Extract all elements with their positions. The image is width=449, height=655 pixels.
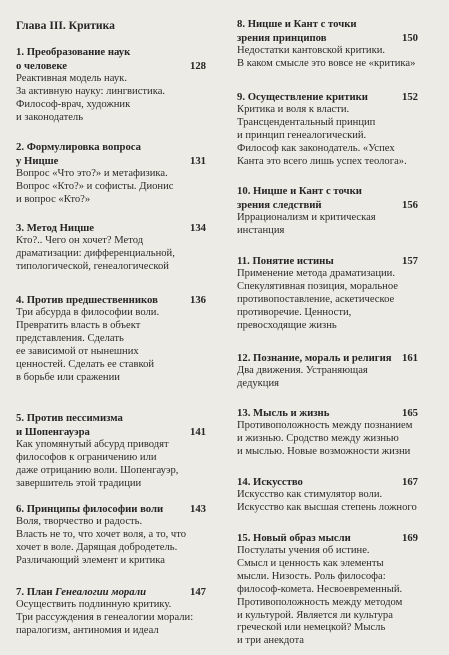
toc-entry — [237, 406, 418, 459]
page-number: 165 — [401, 407, 418, 419]
description-line: и жизнью. Сродство между жизнью — [237, 432, 399, 444]
description-line: Превратить власть в объект — [16, 319, 141, 331]
entry-description — [237, 268, 418, 333]
entry-title-line: о человеке — [16, 60, 68, 72]
toc-entry — [16, 45, 206, 125]
description-line: Вопрос «Кто?» и софисты. Дионис — [16, 180, 174, 192]
description-line: Философ как законодатель. «Успех — [237, 142, 395, 154]
entry-description — [16, 73, 206, 125]
entry-title-line: и Шопенгауэра — [16, 426, 90, 438]
description-line: и мыслью. Новые возможности жизни — [237, 445, 411, 457]
toc-entry — [16, 140, 206, 207]
entry-description — [16, 599, 206, 638]
description-line: Различающий элемент и критика — [16, 554, 165, 566]
page-number: 150 — [401, 32, 418, 44]
description-line: дедукция — [237, 377, 279, 389]
entry-title — [16, 585, 206, 599]
entry-title — [237, 17, 418, 45]
entry-description — [16, 439, 206, 491]
toc-entry — [237, 254, 418, 333]
entry-title-line: 15. Новый образ мысли — [237, 532, 351, 544]
description-line: Трансцендентальный принцип — [237, 116, 376, 128]
description-line: Недостатки кантовской критики. — [237, 45, 386, 56]
description-line: и законодатель — [16, 111, 84, 123]
entry-title — [16, 140, 206, 168]
page-number: 143 — [189, 503, 206, 515]
description-line: За активную науку: лингвистика. — [16, 85, 166, 97]
description-line: Три абсурда в философии воли. — [16, 307, 160, 318]
page-number: 136 — [189, 294, 206, 306]
entry-title-line: 3. Метод Ницше — [16, 222, 94, 234]
description-line: В каком смысле это вовсе не «критика» — [237, 57, 416, 69]
description-line: Власть не то, что хочет воля, а то, что — [16, 528, 187, 540]
description-line: Иррационализм и критическая — [237, 212, 376, 223]
entry-title-line: 9. Осуществление критики — [237, 91, 368, 103]
description-line: ценностей. Сделать ее ставкой — [16, 358, 155, 370]
page-number: 156 — [401, 199, 418, 211]
entry-title-line: у Ницше — [16, 155, 59, 167]
toc-entry — [16, 221, 206, 274]
entry-description — [237, 104, 418, 169]
description-line: Противоположность между познанием — [237, 420, 413, 431]
description-line: Искусство как высшая степень ложного — [237, 501, 417, 513]
entry-title — [237, 254, 418, 268]
toc-entry — [237, 17, 418, 71]
page-number: 147 — [189, 586, 206, 598]
description-line: и принцип генеалогический. — [237, 129, 367, 141]
entry-title-line: 4. Против предшественников — [16, 294, 158, 306]
right-column — [237, 0, 418, 655]
entry-title-line: 13. Мысль и жизнь — [237, 407, 330, 419]
description-line: Канта это всего лишь успех теолога». — [237, 155, 407, 167]
description-line: Три рассуждения в генеалогии морали: — [16, 611, 194, 623]
description-line: представления. Сделать — [16, 332, 124, 344]
entry-description — [237, 489, 418, 515]
description-line: в борьбе или сражении — [16, 371, 120, 383]
description-line: Как упомянутый абсурд приводят — [16, 439, 169, 450]
toc-entry — [16, 293, 206, 384]
description-line: мысли. Низость. Роль философа: — [237, 570, 386, 582]
page-number: 169 — [401, 532, 418, 544]
description-line: типологической, генеалогической — [16, 260, 169, 272]
entry-title-line: 1. Преобразование наук — [16, 46, 131, 58]
entry-title — [237, 184, 418, 212]
toc-entry — [16, 411, 206, 491]
description-line: Постулаты учения об истине. — [237, 545, 370, 556]
description-line: хочет в воле. Дарящая добродетель. — [16, 541, 178, 553]
description-line: паралогизм, антиномия и идеал — [16, 624, 159, 636]
entry-title — [237, 351, 418, 365]
page-number: 141 — [189, 426, 206, 438]
description-line: Искусство как стимулятор воли. — [237, 489, 383, 500]
description-line: Воля, творчество и радость. — [16, 516, 143, 527]
toc-entry — [237, 531, 418, 648]
entry-title — [16, 411, 206, 439]
entry-description — [237, 212, 418, 238]
description-line: Спекулятивная позиция, моральное — [237, 280, 398, 292]
description-line: Кто?.. Чего он хочет? Метод — [16, 235, 144, 246]
entry-title-line: 10. Ницше и Кант с точки — [237, 185, 362, 197]
chapter-title: Глава III. Критика — [16, 19, 115, 32]
entry-title-line: 2. Формулировка вопроса — [16, 141, 142, 153]
entry-title-italic: Генеалогии морали — [55, 586, 147, 598]
toc-entry — [237, 475, 418, 515]
page-number: 134 — [189, 222, 206, 234]
description-line: ее зависимой от нынешних — [16, 345, 139, 357]
entry-title-line: зрения принципов — [237, 32, 327, 44]
entry-title-line: 7. План Генеалогии морали — [16, 586, 147, 598]
page-number: 167 — [401, 476, 418, 488]
description-line: философов к ограничению или — [16, 451, 157, 463]
description-line: Смысл и ценность как элементы — [237, 557, 384, 569]
entry-description — [16, 516, 206, 568]
entry-description — [237, 365, 418, 391]
toc-entry — [237, 184, 418, 238]
description-line: Два движения. Устраняющая — [237, 365, 368, 376]
entry-title-line: 14. Искусство — [237, 476, 303, 488]
description-line: и культурой. Является ли культура — [237, 609, 393, 621]
entry-title — [16, 45, 206, 73]
entry-description — [16, 307, 206, 384]
toc-entry — [16, 585, 206, 638]
entry-title — [237, 475, 418, 489]
entry-title-line: 8. Ницше и Кант с точки — [237, 18, 357, 30]
page-number: 131 — [189, 155, 206, 167]
entry-title-line: 11. Понятие истины — [237, 255, 334, 267]
description-line: инстанция — [237, 224, 285, 236]
page-number: 152 — [401, 91, 418, 103]
entry-title — [16, 221, 206, 235]
description-line: греческой или немецкой? Мысль — [237, 622, 386, 634]
entry-description — [237, 420, 418, 459]
left-column — [16, 0, 206, 655]
toc-entry — [16, 502, 206, 568]
entry-title-line: 6. Принципы философии воли — [16, 503, 164, 515]
entry-title — [237, 406, 418, 420]
description-line: Осуществить подлинную критику. — [16, 599, 172, 610]
description-line: завершитель этой традиции — [16, 477, 142, 489]
description-line: драматизации: дифференциальной, — [16, 247, 175, 259]
entry-title — [16, 293, 206, 307]
entry-description — [16, 168, 206, 207]
description-line: Применение метода драматизации. — [237, 268, 396, 279]
entry-title-line: зрения следствий — [237, 199, 322, 211]
entry-description — [16, 235, 206, 274]
entry-title-line: 5. Против пессимизма — [16, 412, 123, 424]
entry-title-line: 12. Познание, мораль и религия — [237, 352, 392, 364]
page-number: 157 — [401, 255, 418, 267]
toc-entry — [237, 351, 418, 391]
description-line: превосходящие жизнь — [237, 319, 337, 331]
entry-description — [237, 545, 418, 648]
page-number: 161 — [401, 352, 418, 364]
entry-title — [237, 90, 418, 104]
description-line: даже отрицанию воли. Шопенгауэр, — [16, 464, 179, 476]
description-line: Вопрос «Что это?» и метафизика. — [16, 168, 168, 179]
entry-title — [237, 531, 418, 545]
description-line: Критика и воля к власти. — [237, 104, 350, 115]
description-line: философ-комета. Несвоевременный. — [237, 583, 403, 595]
page-number: 128 — [189, 60, 206, 72]
description-line: Философ-врач, художник — [16, 98, 131, 110]
description-line: и вопрос «Кто?» — [16, 193, 91, 205]
description-line: Противоположность между методом — [237, 596, 403, 608]
entry-title — [16, 502, 206, 516]
toc-entry — [237, 90, 418, 169]
description-line: противоречие. Ценности, — [237, 306, 352, 318]
description-line: Реактивная модель наук. — [16, 73, 127, 84]
description-line: и три анекдота — [237, 635, 304, 647]
description-line: противопоставление, аскетическое — [237, 293, 395, 305]
entry-description — [237, 45, 418, 71]
